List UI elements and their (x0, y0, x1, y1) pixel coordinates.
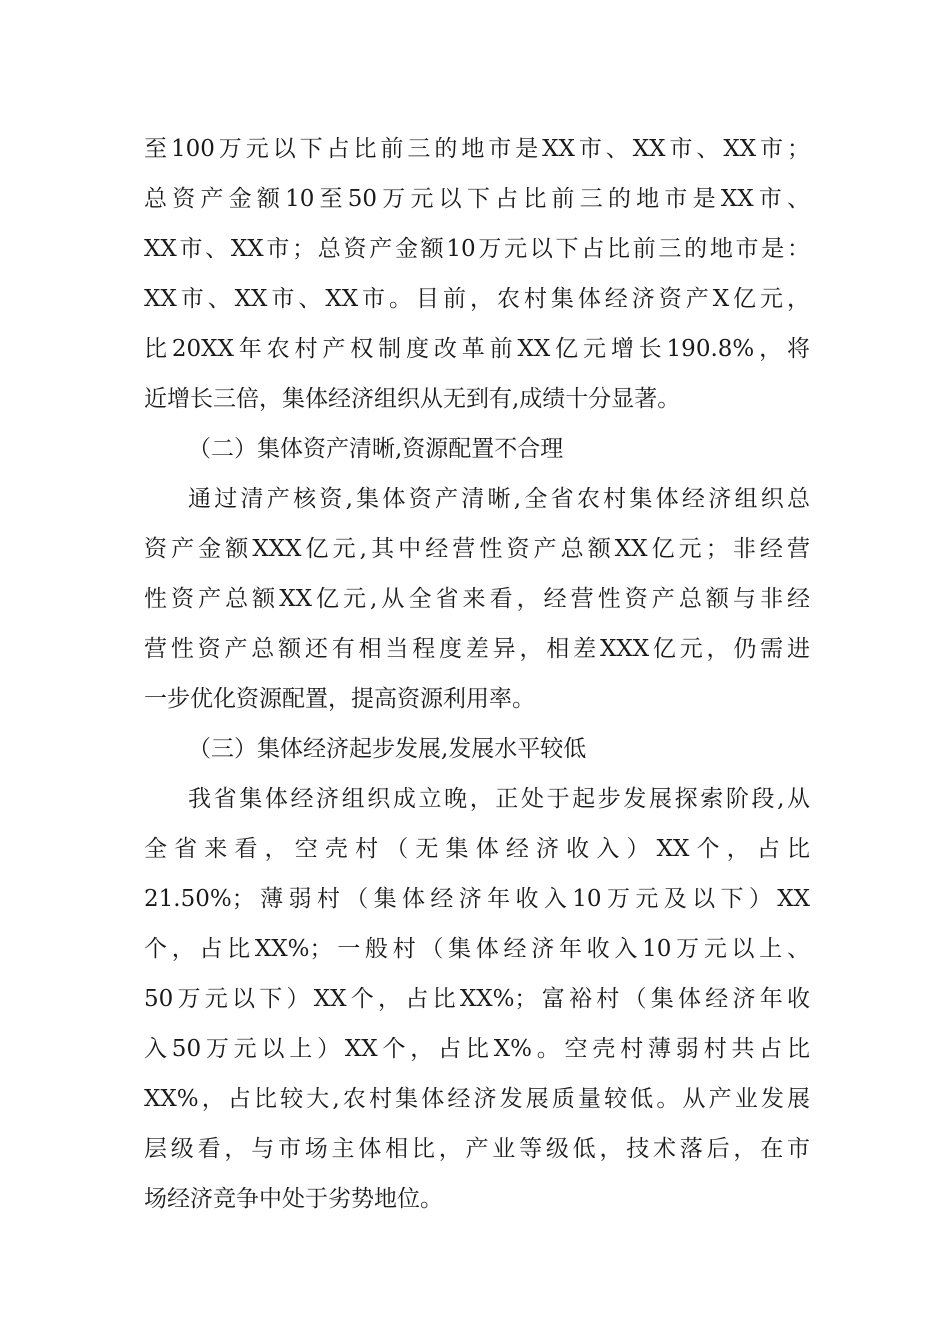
text-line: 全省来看，空壳村（无集体经济收入）XX个，占比 (144, 836, 810, 862)
text-line: XX市、XX市、XX市。目前，农村集体经济资产X亿元， (144, 286, 810, 312)
text-line: 资产金额XXX亿元,其中经营性资产总额XX亿元；非经营 (144, 536, 810, 562)
text-line: 层级看，与市场主体相比，产业等级低，技术落后，在市 (144, 1136, 810, 1162)
text-line: XX%，占比较大,农村集体经济发展质量较低。从产业发展 (144, 1086, 810, 1112)
text-line: 入50万元以上）XX个，占比X%。空壳村薄弱村共占比 (144, 1036, 810, 1062)
text-line: 近增长三倍，集体经济组织从无到有,成绩十分显著。 (144, 386, 681, 412)
text-line: 至100万元以下占比前三的地市是XX市、XX市、XX市； (144, 136, 810, 162)
document-body (144, 124, 810, 1224)
text-line: 一步优化资源配置，提高资源利用率。 (144, 686, 535, 712)
text-line: 个，占比XX%；一般村（集体经济年收入10万元以上、 (144, 936, 810, 962)
text-line: 场经济竞争中处于劣势地位。 (144, 1186, 443, 1212)
text-line: 通过清产核资,集体资产清晰,全省农村集体经济组织总 (188, 486, 810, 512)
text-line: 性资产总额XX亿元,从全省来看，经营性资产总额与非经 (144, 586, 810, 612)
text-line: 21.50%；薄弱村（集体经济年收入10万元及以下）XX (144, 886, 810, 912)
text-line: 我省集体经济组织成立晚，正处于起步发展探索阶段,从 (188, 786, 810, 812)
section-heading-3: （三）集体经济起步发展,发展水平较低 (188, 736, 587, 762)
text-line: 营性资产总额还有相当程度差异，相差XXX亿元，仍需进 (144, 636, 810, 662)
section-heading-2: （二）集体资产清晰,资源配置不合理 (188, 436, 564, 462)
text-line: 50万元以下）XX个，占比XX%；富裕村（集体经济年收 (144, 986, 810, 1012)
text-line: 比20XX年农村产权制度改革前XX亿元增长190.8%，将 (144, 336, 810, 362)
text-line: XX市、XX市；总资产金额10万元以下占比前三的地市是： (144, 236, 810, 262)
text-line: 总资产金额10至50万元以下占比前三的地市是XX市、 (144, 186, 810, 212)
